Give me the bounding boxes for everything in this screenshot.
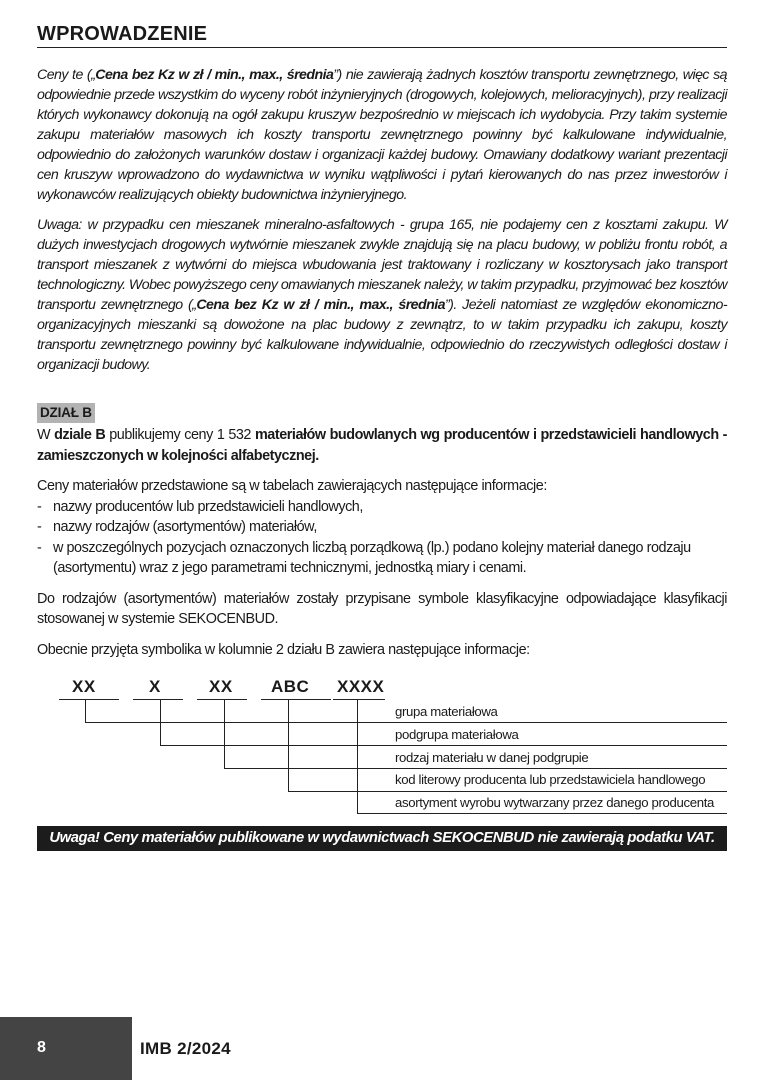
row-rule [288,791,727,792]
code-subgroup: X [149,677,161,696]
page-content [37,22,727,660]
symbol-diagram [37,676,727,816]
connector-line [85,700,86,722]
section-paragraph-2: Ceny materiałów przedstawione są w tabelach zawierających następujące informacje: [37,478,547,494]
code-producer: ABC [271,677,310,696]
list-item [37,517,727,538]
bold-run: materiałów budowlanych wg producentów i przedstawicieli handlowych - zamieszczonych w kolejności alfabetycznej. [37,427,727,464]
legend-label: asortyment wyrobu wytwarzany przez danego producenta [395,795,714,810]
issue-label: IMB 2/2024 [140,1039,231,1058]
legend-label: podgrupa materiałowa [395,727,519,742]
code-underline [333,699,385,700]
row-rule [357,813,727,814]
section-badge: DZIAŁ B [37,403,95,423]
page-number-box [0,1017,132,1080]
text-run: W [37,427,55,443]
list-dash: - [37,539,42,556]
row-rule [224,768,727,769]
code-underline [197,699,247,700]
text-run: ”) nie zawierają żadnych kosztów transportu zewnętrznego, więc są odpowiednie przede wszystkim do wyceny robót inżynieryjnych (drogowych, kolejowych, melioracyjnych), przy realizacji których wykonawcy dokonują na ogół zakupu kruszyw bezpośrednio w miejscach ich wydobycia. Przy takim systemie zakupu materiałów masowych ich koszty transportu zewnętrznego powinny być kalkulowane indywidualnie, odpowiednio do założonych warunków dostaw i organizacji każdej budowy. Omawiany dodatkowy wariant prezentacji cen kruszyw wprowadzono do wydawnictwa w wyniku wątpliwości i pytań kierowanych do nas przez inwestorów i wykonawców realizujących obiekty budownictwa inżynieryjnego. [37,67,727,203]
section-paragraph-1 [37,425,727,466]
intro-paragraph-1 [37,65,727,205]
text-run: Uwaga: w przypadku cen mieszanek mineralno-asfaltowych - grupa 165, nie podajemy cen z kosztami zakupu. W dużych inwestycjach drogowych wytwórnie mieszanek zwykle znajdują się na placu budowy, w pobliżu frontu robót, a transport mieszanek z wytwórni do miejsca wbudowania jest traktowany i rozliczany w kosztorysach jako transport technologiczny. Wobec powyższego ceny omawianych mieszanek należy, w takim przypadku, przyjmować bez kosztów transportu zewnętrznego („ [37,217,727,313]
code-group: XX [72,677,96,696]
bold-run: dziale B [54,427,106,443]
list-dash: - [37,519,42,535]
section-paragraph-3: Do rodzajów (asortymentów) materiałów zostały przypisane symbole klasyfikacyjne odpowiadające klasyfikacji stosowanej w systemie SEKOCENBUD. [37,590,727,627]
row-rule [85,722,727,723]
bold-run: Cena bez Kz w zł / min., max., średnia [95,67,334,83]
list-item [37,538,727,579]
page-title: WPROWADZENIE [37,22,727,48]
bold-run: Cena bez Kz w zł / min., max., średnia [196,297,445,313]
code-underline [261,699,331,700]
section-paragraph-4: Obecnie przyjęta symbolika w kolumnie 2 działu B zawiera następujące informacje: [37,641,530,658]
row-rule [160,745,727,746]
code-underline [133,699,183,700]
code-underline [59,699,119,700]
info-list [37,497,727,579]
list-item [37,497,727,518]
text-run: publikujemy ceny 1 532 [105,427,255,443]
code-type: XX [209,677,233,696]
list-item-text: nazwy rodzajów (asortymentów) materiałów, [53,519,317,535]
page-footer [0,1017,764,1080]
text-run: ”). Jeżeli natomiast ze względów ekonomiczno-organizacyjnych mieszanki są dowożone na plac budowy z zewnątrz, to w takim przypadku ich zakupu, koszty transportu zewnętrznego powinny być kalkulowane indywidualnie, odpowiednio do rzeczywistych odległości dostaw i organizacji budowy. [37,297,727,373]
connector-line [357,700,358,813]
text-run: Ceny te („ [37,67,96,83]
legend-label: grupa materiałowa [395,704,498,719]
vat-notice-banner: Uwaga! Ceny materiałów publikowane w wydawnictwach SEKOCENBUD nie zawierają podatku VAT. [37,826,727,851]
legend-label: rodzaj materiału w danej podgrupie [395,750,589,765]
intro-paragraph-2 [37,215,727,375]
connector-line [224,700,225,768]
page-number: 8 [37,1039,46,1056]
legend-label: kod literowy producenta lub przedstawiciela handlowego [395,772,706,787]
list-item-text: nazwy producentów lub przedstawicieli handlowych, [53,498,363,515]
list-dash: - [37,498,42,515]
list-item-text: w poszczególnych pozycjach oznaczonych liczbą porządkową (lp.) podano kolejny materiał danego rodzaju (asortymentu) wraz z jego parametrami technicznymi, jednostką miary i cenami. [53,539,691,576]
code-assortment: XXXX [337,677,385,696]
